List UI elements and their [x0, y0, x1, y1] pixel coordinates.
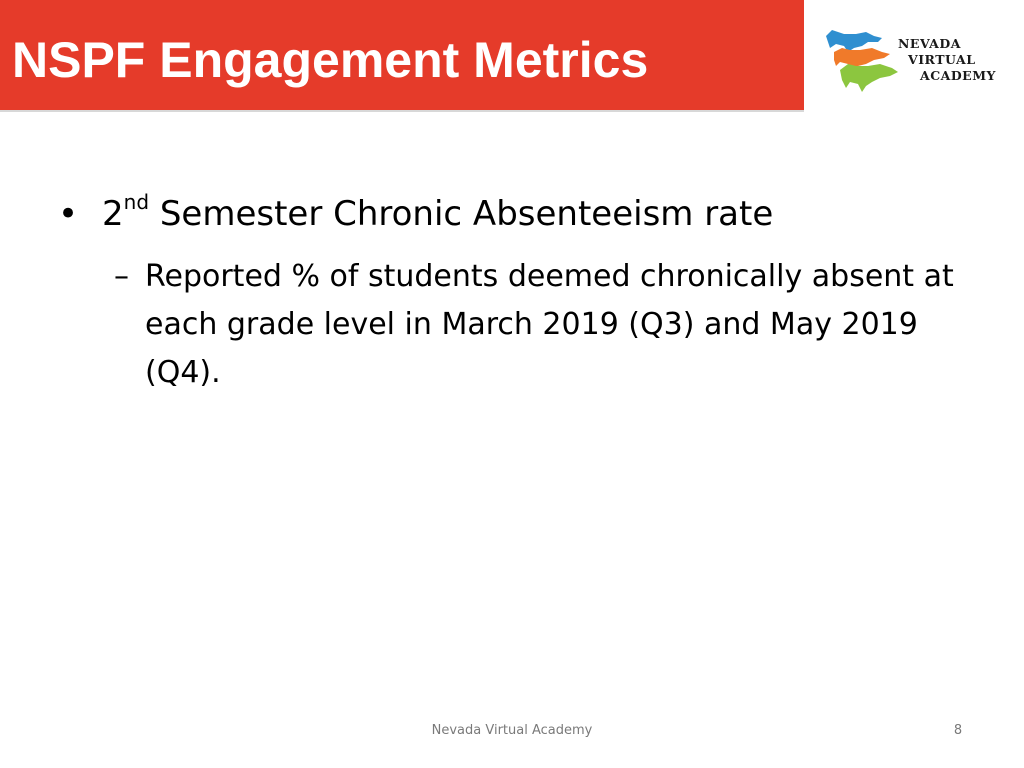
logo-line-1: NEVADA — [898, 36, 961, 51]
bullet-marker: • — [58, 194, 79, 234]
title-bar — [0, 0, 804, 112]
bullet-sub-text: Reported % of students deemed chronically absent at each grade level in March 2019 (Q3) and May 2019 (Q4). — [145, 259, 954, 390]
slide-number: 8 — [953, 723, 963, 738]
nevada-virtual-academy-logo — [822, 18, 1012, 102]
bullet-main — [58, 190, 773, 238]
sub-bullet-marker: – — [114, 259, 129, 294]
bullet-main-number: 2 — [102, 194, 124, 234]
logo-text — [898, 36, 996, 84]
horses-icon — [822, 22, 902, 94]
bullet-main-superscript: nd — [123, 190, 150, 214]
slide-title: NSPF Engagement Metrics — [12, 32, 649, 88]
footer-org-name: Nevada Virtual Academy — [431, 723, 593, 738]
bullet-main-text: Semester Chronic Absenteeism rate — [149, 194, 774, 234]
bullet-sub — [114, 253, 994, 397]
logo-line-2: VIRTUAL — [908, 52, 976, 67]
logo-line-3: ACADEMY — [920, 68, 996, 83]
green-horse-icon — [840, 64, 898, 92]
